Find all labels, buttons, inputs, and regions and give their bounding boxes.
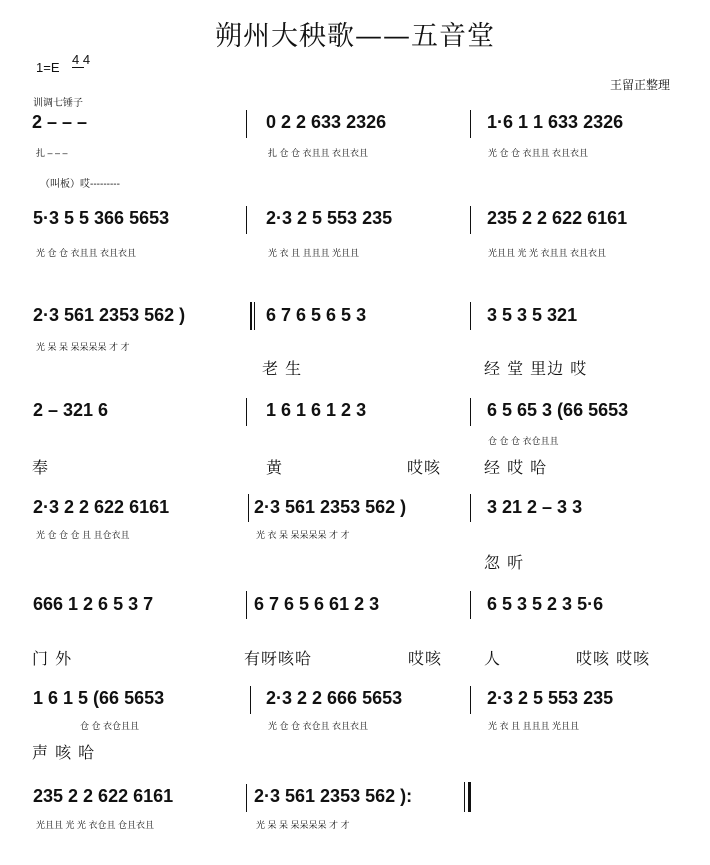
key-signature: 1=E — [36, 60, 60, 75]
row-6-lyric-3: 哎咳 — [408, 649, 443, 668]
time-signature — [72, 52, 90, 67]
row-7-measure-1: 1 6 1 5 (66 5653 — [33, 688, 165, 708]
row-6-lyric-4: 人 — [484, 649, 502, 668]
row-4-perc-3: 仓 仓 仓 衣仓且且 — [488, 436, 559, 446]
row-7-perc-3: 光 衣 且 且且且 光且且 — [488, 721, 580, 731]
barline — [470, 302, 471, 330]
row-3-lyric-2: 经 堂 里边 哎 — [484, 359, 588, 378]
row-5-perc-2: 光 衣 呆 呆呆呆呆 才 才 — [256, 530, 350, 540]
barline — [246, 206, 247, 234]
row-4-lyric-1: 奉 — [32, 458, 50, 477]
row-7-measure-3: 2·3 2 5 553 235 — [487, 688, 614, 708]
row-8-perc-1: 光且且 光 光 衣仓且 仓且衣且 — [36, 820, 155, 830]
barline — [246, 784, 247, 812]
row-6-measure-2: 6 7 6 5 6 61 2 3 — [254, 594, 380, 614]
row-2-measure-1: 5·3 5 5 366 5653 — [33, 208, 170, 228]
row-4-lyric-4: 经 哎 哈 — [484, 458, 548, 477]
row-2-perc-2: 光 衣 且 且且且 光且且 — [268, 248, 360, 258]
row-4-lyric-3: 哎咳 — [407, 458, 442, 477]
barline — [470, 110, 471, 138]
row-6-lyric-1: 门 外 — [32, 649, 73, 668]
barline — [248, 494, 249, 522]
row-5-measure-3: 3 21 2 – 3 3 — [487, 497, 583, 517]
barline — [470, 591, 471, 619]
row-3-measure-1: 2·3 561 2353 562 ) — [33, 305, 186, 325]
time-signature-top: 4 — [72, 52, 80, 67]
row-3-measure-2: 6 7 6 5 6 5 3 — [266, 305, 367, 325]
row-5-perc-1: 光 仓 仓 仓 且 且仓衣且 — [36, 530, 130, 540]
barline — [246, 398, 247, 426]
row-4-measure-3: 6 5 65 3 (66 5653 — [487, 400, 629, 420]
row-4-measure-2: 1 6 1 6 1 2 3 — [266, 400, 367, 420]
row-7-perc-2: 光 仓 仓 衣仓且 衣且衣且 — [268, 721, 369, 731]
repeat-end-barline-thick — [468, 782, 471, 812]
barline — [470, 398, 471, 426]
row-5-measure-1: 2·3 2 2 622 6161 — [33, 497, 170, 517]
board-label: （叫板）哎--------- — [40, 179, 120, 190]
row-7-perc-1: 仓 仓 衣仓且且 — [80, 721, 140, 731]
row-6-measure-1: 666 1 2 6 5 3 7 — [33, 594, 154, 614]
row-5-measure-2: 2·3 561 2353 562 ) — [254, 497, 407, 517]
row-2-measure-3: 235 2 2 622 6161 — [487, 208, 628, 228]
row-1-perc-3: 光 仓 仓 衣且且 衣且衣且 — [488, 148, 589, 158]
row-8-measure-2: 2·3 561 2353 562 ): — [254, 786, 413, 806]
barline — [246, 110, 247, 138]
tune-label: 训调七锤子 — [33, 98, 83, 109]
row-3-lyric-1: 老 生 — [262, 359, 303, 378]
row-1-measure-1: 2 – – – — [32, 112, 88, 132]
barline — [470, 494, 471, 522]
row-7-measure-2: 2·3 2 2 666 5653 — [266, 688, 403, 708]
row-7-lyric-1: 声 咳 哈 — [32, 743, 96, 762]
barline — [246, 591, 247, 619]
row-6-lyric-2: 有呀咳哈 — [244, 649, 313, 668]
row-1-measure-3: 1·6 1 1 633 2326 — [487, 112, 624, 132]
barline — [254, 302, 255, 330]
row-8-perc-2: 光 呆 呆 呆呆呆呆 才 才 — [256, 820, 350, 830]
row-1-measure-2: 0 2 2 633 2326 — [266, 112, 387, 132]
row-5-lyric-1: 忽 听 — [484, 553, 525, 572]
row-6-lyric-5: 哎咳 哎咳 — [576, 649, 651, 668]
row-1-perc-2: 扎 仓 仓 衣且且 衣且衣且 — [268, 148, 369, 158]
page-title: 朔州大秧歌——五音堂 — [215, 21, 495, 52]
row-4-lyric-2: 黄 — [266, 458, 284, 477]
arranger-credit: 王留正整理 — [609, 78, 670, 92]
row-2-perc-1: 光 仓 仓 衣且且 衣且衣且 — [36, 248, 137, 258]
barline — [250, 686, 251, 714]
row-3-perc-1: 光 呆 呆 呆呆呆呆 才 才 — [36, 342, 130, 352]
repeat-end-barline-thin — [464, 782, 465, 812]
row-8-measure-1: 235 2 2 622 6161 — [33, 786, 174, 806]
barline — [470, 206, 471, 234]
row-2-measure-2: 2·3 2 5 553 235 — [266, 208, 393, 228]
row-4-measure-1: 2 – 321 6 — [33, 400, 109, 420]
row-3-measure-3: 3 5 3 5 321 — [487, 305, 578, 325]
row-1-perc-1: 扎 – – – — [36, 148, 68, 158]
row-2-perc-3: 光且且 光 光 衣且且 衣且衣且 — [488, 248, 607, 258]
row-6-measure-3: 6 5 3 5 2 3 5·6 — [487, 594, 604, 614]
barline — [470, 686, 471, 714]
time-signature-bottom: 4 — [82, 52, 91, 67]
repeat-start-barline — [250, 302, 252, 330]
